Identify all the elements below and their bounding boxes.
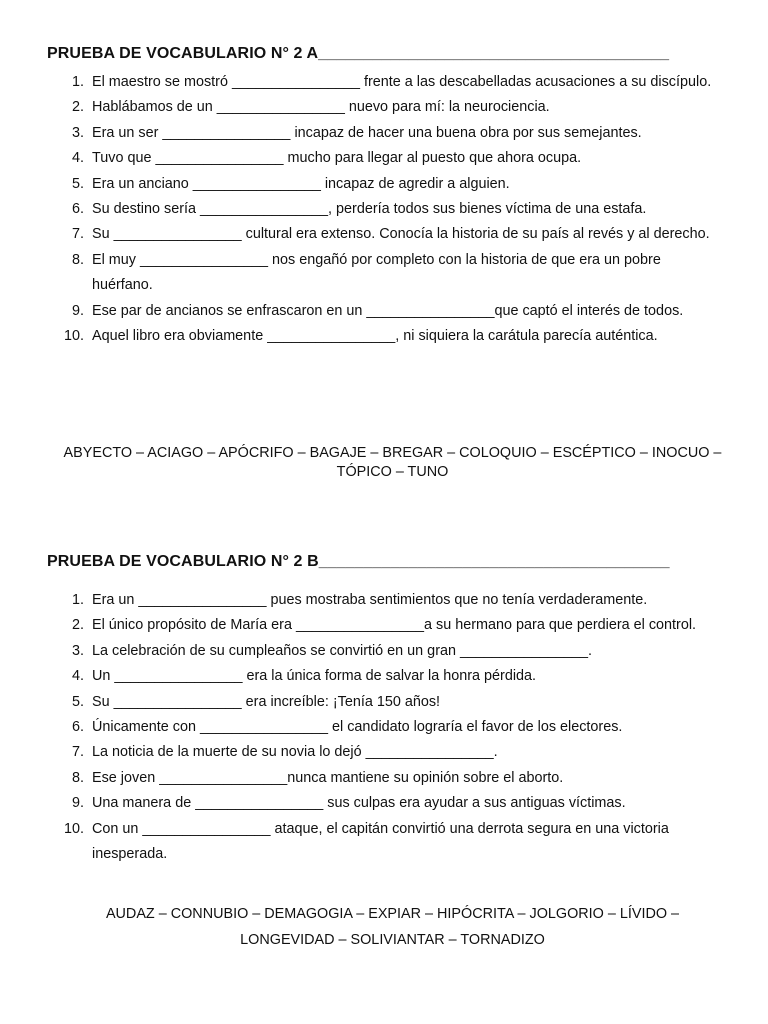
question-text: Su destino sería ________________, perdería todos sus bienes víctima de una estafa. [92,201,647,218]
question-number: 3. [71,642,84,659]
question-item [0,690,768,715]
question-text: Ese par de ancianos se enfrascaron en un ________________que captó el interés de todos. [92,302,684,319]
question-text: Tuvo que ________________ mucho para llegar al puesto que ahora ocupa. [92,150,582,167]
question-text: La noticia de la muerte de su novia lo dejó ________________. [92,744,498,761]
question-number: 10. [63,820,84,837]
question-number: 9. [71,795,84,812]
question-text: Su ________________ cultural era extenso. Conocía la historia de su país al revés y al derecho. [92,226,710,243]
question-text: Su ________________ era increíble: ¡Tenía 150 años! [92,693,441,710]
question-item [0,172,768,197]
test-b-question-list [0,588,768,867]
question-item [0,664,768,689]
question-item [0,766,768,791]
question-text: Únicamente con ________________ el candidato lograría el favor de los electores. [92,719,623,736]
question-text: El muy ________________ nos engañó por completo con la historia de que era un pobre huérfano. [92,251,661,294]
question-text: Era un ser ________________ incapaz de hacer una buena obra por sus semejantes. [92,124,642,141]
question-item [0,248,768,299]
question-number: 5. [71,693,84,710]
question-number: 8. [71,251,84,268]
question-item [0,740,768,765]
question-text: El maestro se mostró ________________ frente a las descabelladas acusaciones a su discípulo. [92,74,712,90]
question-number: 4. [71,668,84,685]
question-item [0,324,768,349]
question-number: 4. [71,150,84,167]
question-number: 9. [71,302,84,319]
question-item [0,715,768,740]
test-b-word-bank: AUDAZ – CONNUBIO – DEMAGOGIA – EXPIAR – HIPÓCRITA – JOLGORIO – LÍVIDO – LONGEVIDAD – SOLIVIANTAR – TORNADIZO [105,906,680,948]
question-item [0,588,768,613]
question-item [0,95,768,120]
question-item [0,197,768,222]
question-number: 1. [71,74,84,90]
question-text: El único propósito de María era ________________a su hermano para que perdiera el control. [92,617,697,634]
question-number: 3. [71,124,84,141]
question-item [0,222,768,247]
question-item [0,791,768,816]
question-number: 6. [71,719,84,736]
question-text: Con un ________________ ataque, el capitán convirtió una derrota segura en una victoria inesperada. [92,820,669,863]
question-text: Era un ________________ pues mostraba sentimientos que no tenía verdaderamente. [92,592,648,608]
question-text: Aquel libro era obviamente ________________, ni siquiera la carátula parecía auténtica. [92,328,658,345]
question-item [0,146,768,171]
question-number: 6. [71,201,84,218]
test-a-question-list [0,70,768,349]
question-text: Una manera de ________________ sus culpas era ayudar a sus antiguas víctimas. [92,795,626,812]
question-item [0,121,768,146]
test-b-title: PRUEBA DE VOCABULARIO N° 2 B_______________________________________ [47,553,670,570]
question-text: Ese joven ________________nunca mantiene su opinión sobre el aborto. [92,769,564,786]
question-item [0,299,768,324]
question-item [0,70,768,95]
question-text: Un ________________ era la única forma de salvar la honra pérdida. [92,668,537,685]
question-number: 8. [71,769,84,786]
test-a-title: PRUEBA DE VOCABULARIO N° 2 A_______________________________________ [47,45,670,62]
question-number: 5. [71,175,84,192]
question-text: La celebración de su cumpleaños se convirtió en un gran ________________. [92,642,593,659]
question-item [0,613,768,638]
question-item [0,639,768,664]
question-number: 7. [71,744,84,761]
question-number: 2. [71,99,84,116]
question-number: 10. [63,328,84,345]
test-a-word-bank: ABYECTO – ACIAGO – APÓCRIFO – BAGAJE – BREGAR – COLOQUIO – ESCÉPTICO – INOCUO – TÓPICO – TUNO [63,445,722,480]
question-text: Era un anciano ________________ incapaz de agredir a alguien. [92,175,510,192]
question-number: 7. [71,226,84,243]
question-number: 2. [71,617,84,634]
question-text: Hablábamos de un ________________ nuevo para mí: la neurociencia. [92,99,550,116]
question-item [0,817,768,868]
question-number: 1. [71,592,84,608]
